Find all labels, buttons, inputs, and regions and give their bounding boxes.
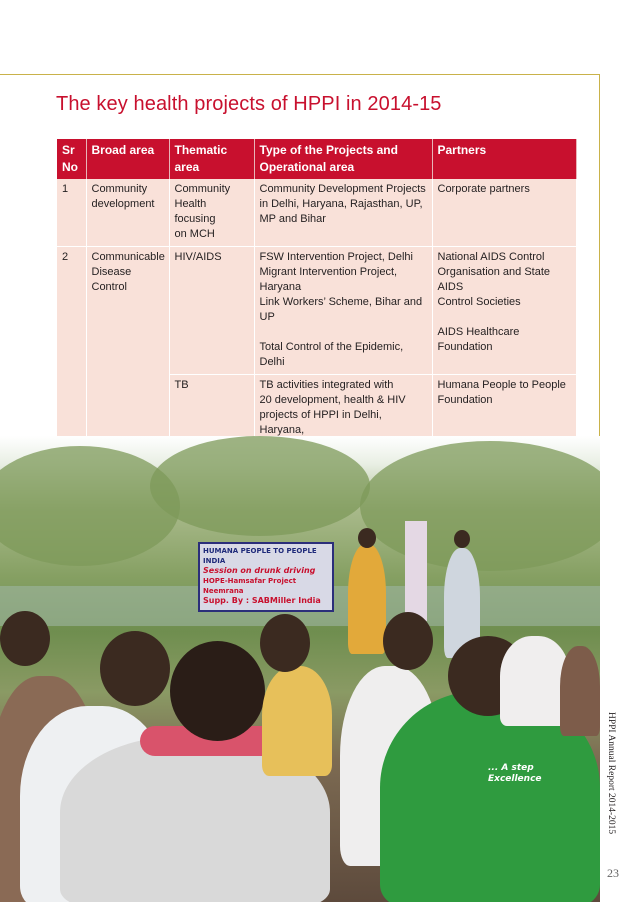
- tree-canopy: [150, 436, 370, 536]
- seated-person-yellow: [262, 666, 332, 776]
- seated-person-head: [100, 631, 170, 706]
- cell-partners: National AIDS Control Organisation and State AIDS Control Societies AIDS Healthcare Foundation: [432, 247, 576, 375]
- seated-person: [560, 646, 600, 736]
- standee: [405, 521, 427, 621]
- cell-thematic-area: TB: [169, 375, 254, 458]
- cell-thematic-area: HIV/AIDS: [169, 247, 254, 375]
- banner-project-name: HOPE-Hamsafar Project Neemrana: [203, 577, 297, 595]
- header-partners: Partners: [432, 139, 576, 179]
- event-banner: [198, 542, 334, 612]
- cell-sr: 2: [57, 247, 86, 458]
- seated-person-head: [170, 641, 265, 741]
- cell-partners: Humana People to People Foundation: [432, 375, 576, 458]
- header-project-type: Type of the Projects and Operational area: [254, 139, 432, 179]
- table-header-row: [57, 139, 576, 179]
- banner-supporter: Supp. By : SABMiller India: [203, 596, 321, 605]
- cell-partners: Corporate partners: [432, 179, 576, 247]
- standing-man-head: [454, 530, 470, 548]
- table-row: [57, 179, 576, 247]
- tree-canopy: [0, 446, 180, 566]
- header-thematic-area: Thematic area: [169, 139, 254, 179]
- page-number: 23: [607, 866, 619, 880]
- seated-person-head: [0, 611, 50, 666]
- cell-sr: 1: [57, 179, 86, 247]
- cell-project-type: TB activities integrated with 20 development, health & HIV projects of HPPI in Delhi, Haryana,: [254, 375, 432, 458]
- cell-broad-area: Communicable Disease Control: [86, 247, 169, 458]
- shirt-print-text: ... A step Excellence: [488, 763, 542, 784]
- community-session-photo: [0, 436, 600, 902]
- banner-org-name: HUMANA PEOPLE TO PEOPLE INDIA: [203, 547, 317, 565]
- presenter-head: [358, 528, 376, 548]
- tree-canopy: [360, 441, 600, 571]
- header-broad-area: Broad area: [86, 139, 169, 179]
- presenter: [348, 544, 386, 654]
- cell-project-type: Community Development Projects in Delhi, Haryana, Rajasthan, UP, MP and Bihar: [254, 179, 432, 247]
- seated-person-head: [260, 614, 310, 672]
- cell-project-type: FSW Intervention Project, Delhi Migrant Intervention Project, Haryana Link Workers’ Scheme, Bihar and UP Total Control of the Epidemic, Delhi: [254, 247, 432, 375]
- seated-person-head: [383, 612, 433, 670]
- table-row: [57, 247, 576, 375]
- section-title: The key health projects of HPPI in 2014-15: [56, 93, 442, 115]
- running-footer: HPPI Annual Report 2014-2015: [606, 712, 616, 835]
- header-sr-no: Sr No: [57, 139, 86, 179]
- banner-session-title: Session on drunk driving: [203, 566, 316, 575]
- cell-broad-area: Community development: [86, 179, 169, 247]
- cell-thematic-area: Community Health focusing on MCH: [169, 179, 254, 247]
